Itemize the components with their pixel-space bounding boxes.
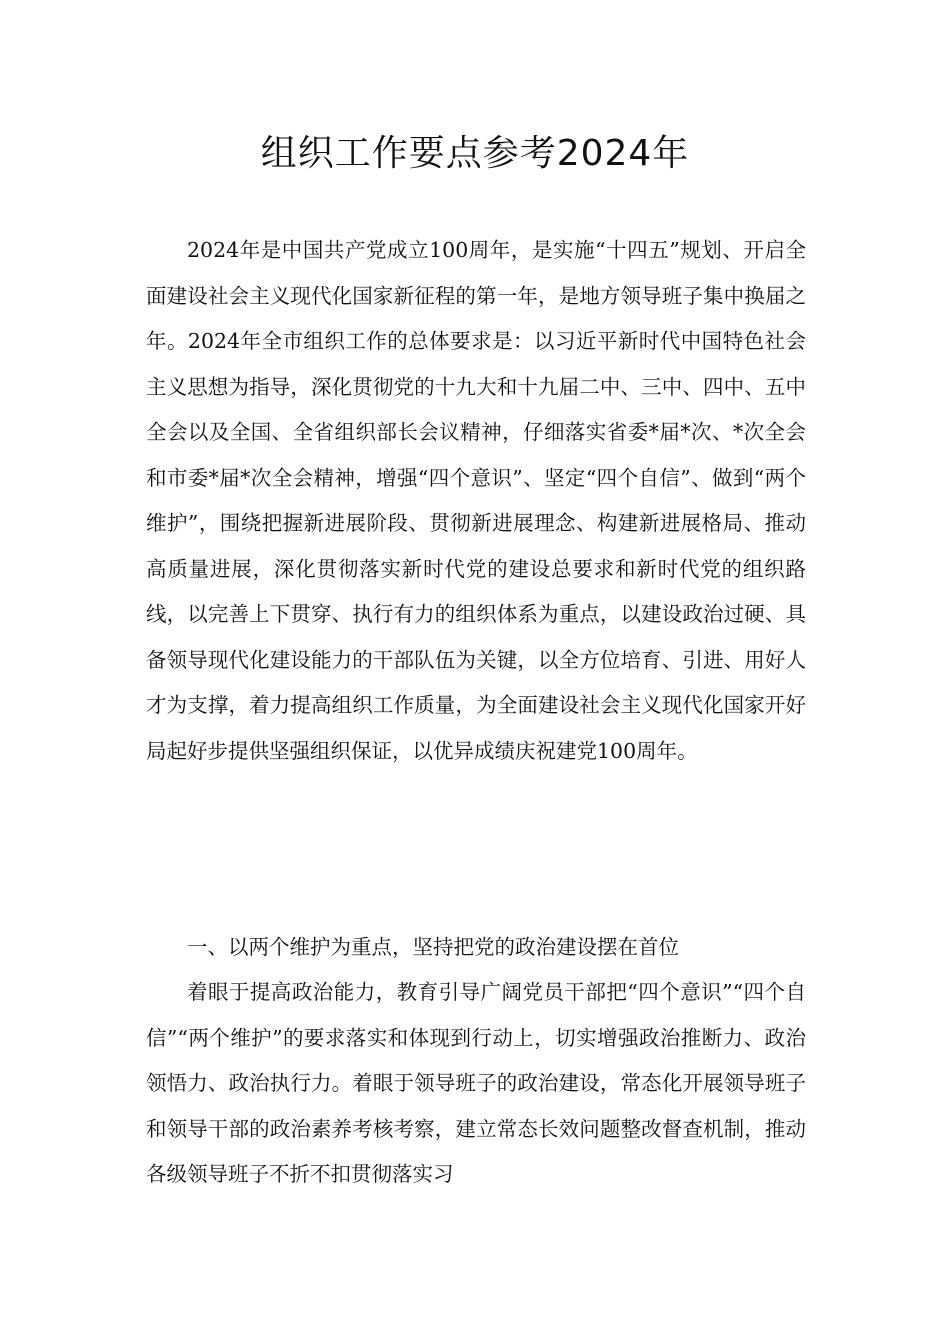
section-paragraph: 着眼于提高政治能力，教育引导广阔党员干部把“四个意识”“四个自信”“两个维护”的要求落实和体现到行动上，切实增强政治推断力、政治领悟力、政治执行力。着眼于领导班子的政治建设，常态化开展领导班子和领导干部的政治素养考核考察，建立常态长效问题整改督查机制，推动各级领导班子不折不扣贯彻落实习 [146,980,806,1186]
document-title: 组织工作要点参考2024年 [260,133,690,174]
intro-paragraph: 2024年是中国共产党成立100周年，是实施“十四五”规划、开启全面建设社会主义现代化国家新征程的第一年，是地方领导班子集中换届之年。2024年全市组织工作的总体要求是：以习近平新时代中国特色社会主义思想为指导，深化贯彻党的十九大和十九届二中、三中、四中、五中全会以及全国、全省组织部长会议精神，仔细落实省委*届*次、*次全会和市委*届*次全会精神，增强“四个意识”、坚定“四个自信”、做到“两个维护”，围绕把握新进展阶段、贯彻新进展理念、构建新进展格局、推动高质量进展，深化贯彻落实新时代党的建设总要求和新时代党的组织路线，以完善上下贯穿、执行有力的组织体系为重点，以建设政治过硬、具备领导现代化建设能力的干部队伍为关键，以全方位培育、引进、用好人才为支撑，着力提高组织工作质量，为全面建设社会主义现代化国家开好局起好步提供坚强组织保证，以优异成绩庆祝建党100周年。 [146,238,806,763]
section-heading: 一、以两个维护为重点，坚持把党的政治建设摆在首位 [187,935,679,959]
